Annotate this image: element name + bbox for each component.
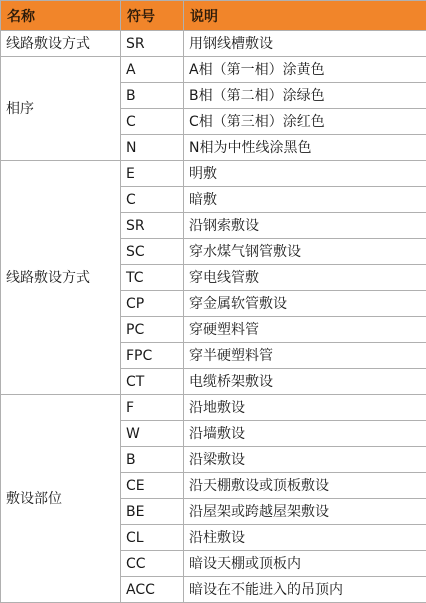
symbol-cell: B (121, 447, 184, 473)
table-body (1, 31, 426, 603)
description-cell: 暗敷 (184, 187, 426, 213)
description-cell: 沿地敷设 (184, 395, 426, 421)
category-cell: 线路敷设方式 (1, 31, 121, 57)
symbol-cell: ACC (121, 577, 184, 603)
symbol-cell: TC (121, 265, 184, 291)
header-symbol: 符号 (121, 1, 184, 31)
category-cell: 线路敷设方式 (1, 161, 121, 395)
symbol-cell: C (121, 187, 184, 213)
description-cell: 沿钢索敷设 (184, 213, 426, 239)
description-cell: 沿天棚敷设或顶板敷设 (184, 473, 426, 499)
description-cell: 沿柱敷设 (184, 525, 426, 551)
description-cell: 暗设天棚或顶板内 (184, 551, 426, 577)
table-row (1, 31, 426, 57)
category-cell: 敷设部位 (1, 395, 121, 603)
description-cell: 电缆桥架敷设 (184, 369, 426, 395)
symbol-cell: CE (121, 473, 184, 499)
description-cell: 穿半硬塑料管 (184, 343, 426, 369)
category-cell: 相序 (1, 57, 121, 161)
description-cell: 穿硬塑料管 (184, 317, 426, 343)
symbol-cell: SR (121, 31, 184, 57)
header-name: 名称 (1, 1, 121, 31)
symbol-cell: CT (121, 369, 184, 395)
symbol-cell: B (121, 83, 184, 109)
description-cell: N相为中性线涂黑色 (184, 135, 426, 161)
symbol-cell: F (121, 395, 184, 421)
description-cell: 用钢线槽敷设 (184, 31, 426, 57)
symbol-cell: N (121, 135, 184, 161)
symbol-cell: C (121, 109, 184, 135)
description-cell: B相（第二相）涂绿色 (184, 83, 426, 109)
symbol-cell: PC (121, 317, 184, 343)
description-cell: 沿梁敷设 (184, 447, 426, 473)
header-row (1, 1, 426, 31)
symbol-cell: BE (121, 499, 184, 525)
symbol-cell: SC (121, 239, 184, 265)
symbol-cell: E (121, 161, 184, 187)
description-cell: 穿金属软管敷设 (184, 291, 426, 317)
description-cell: C相（第三相）涂红色 (184, 109, 426, 135)
symbol-cell: W (121, 421, 184, 447)
description-cell: 穿电线管敷 (184, 265, 426, 291)
description-cell: 沿屋架或跨越屋架敷设 (184, 499, 426, 525)
symbol-cell: CP (121, 291, 184, 317)
symbol-cell: CL (121, 525, 184, 551)
table-row (1, 395, 426, 421)
symbol-cell: A (121, 57, 184, 83)
header-description: 说明 (184, 1, 426, 31)
description-cell: 沿墙敷设 (184, 421, 426, 447)
table-row (1, 161, 426, 187)
symbol-cell: FPC (121, 343, 184, 369)
description-cell: 明敷 (184, 161, 426, 187)
symbol-cell: SR (121, 213, 184, 239)
symbol-cell: CC (121, 551, 184, 577)
description-cell: 暗设在不能进入的吊顶内 (184, 577, 426, 603)
description-cell: A相（第一相）涂黄色 (184, 57, 426, 83)
table-row (1, 57, 426, 83)
description-cell: 穿水煤气钢管敷设 (184, 239, 426, 265)
